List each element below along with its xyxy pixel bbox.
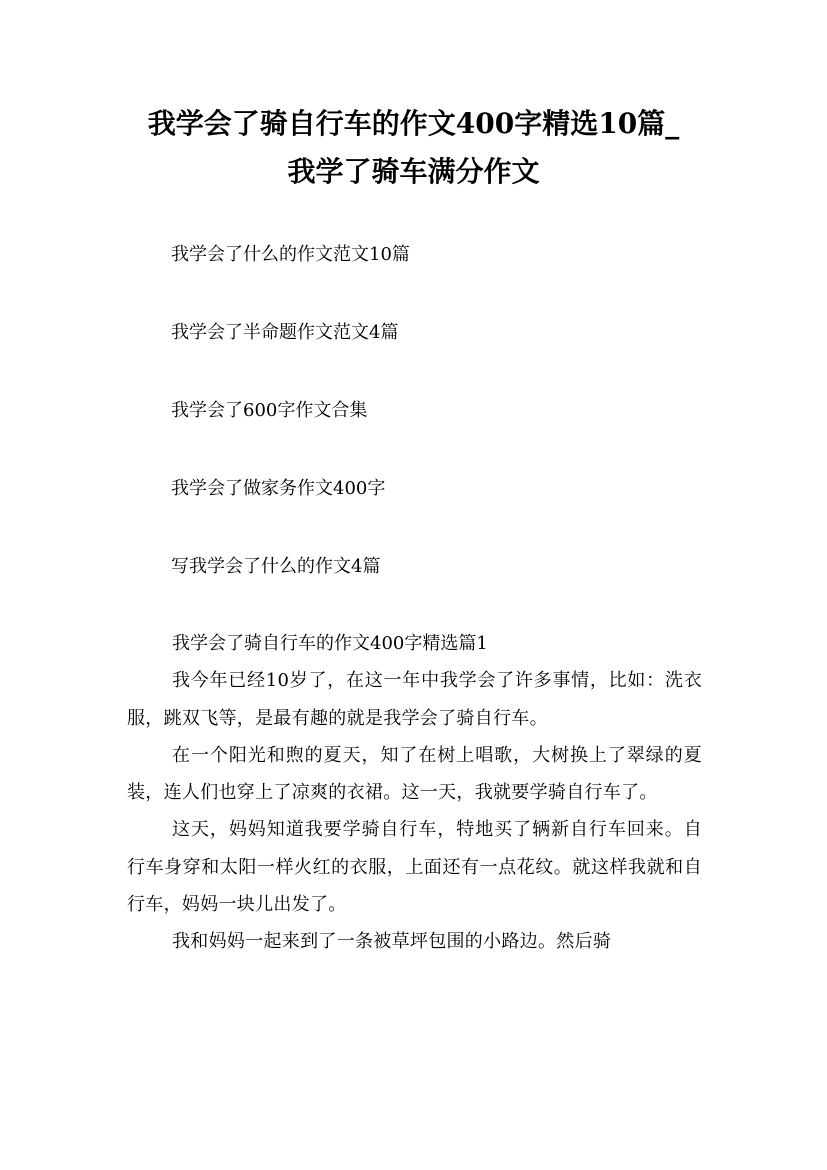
article-paragraph: 我和妈妈一起来到了一条被草坪包围的小路边。然后骑 (172, 931, 612, 953)
related-article-item: 我学会了什么的作文范文10篇 (171, 244, 410, 265)
article-paragraph: 我今年已经10岁了，在这一年中我学会了许多事情，比如：洗衣服，跳双飞等，是最有趣的就是我学会了骑自行车。 (127, 670, 702, 729)
title-line-1: 我学会了骑自行车的作文400字精选10篇_ (147, 107, 680, 140)
related-article-item: 我学会了半命题作文范文4篇 (171, 322, 399, 343)
document-title (0, 100, 827, 196)
article-heading: 我学会了骑自行车的作文400字精选篇1 (172, 633, 488, 654)
related-article-item: 我学会了600字作文合集 (171, 400, 368, 421)
title-line-2: 我学了骑车满分作文 (287, 155, 540, 188)
related-article-item: 写我学会了什么的作文4篇 (171, 556, 381, 577)
related-article-item: 我学会了做家务作文400字 (171, 478, 386, 499)
article-paragraph: 在一个阳光和煦的夏天，知了在树上唱歌，大树换上了翠绿的夏装，连人们也穿上了凉爽的衣裙。这一天，我就要学骑自行车了。 (127, 744, 702, 804)
article-paragraph: 这天，妈妈知道我要学骑自行车，特地买了辆新自行车回来。自行车身穿和太阳一样火红的衣服，上面还有一点花纹。就这样我就和自行车，妈妈一块儿出发了。 (127, 819, 702, 916)
related-articles-list (171, 238, 731, 628)
article-body (127, 625, 702, 961)
